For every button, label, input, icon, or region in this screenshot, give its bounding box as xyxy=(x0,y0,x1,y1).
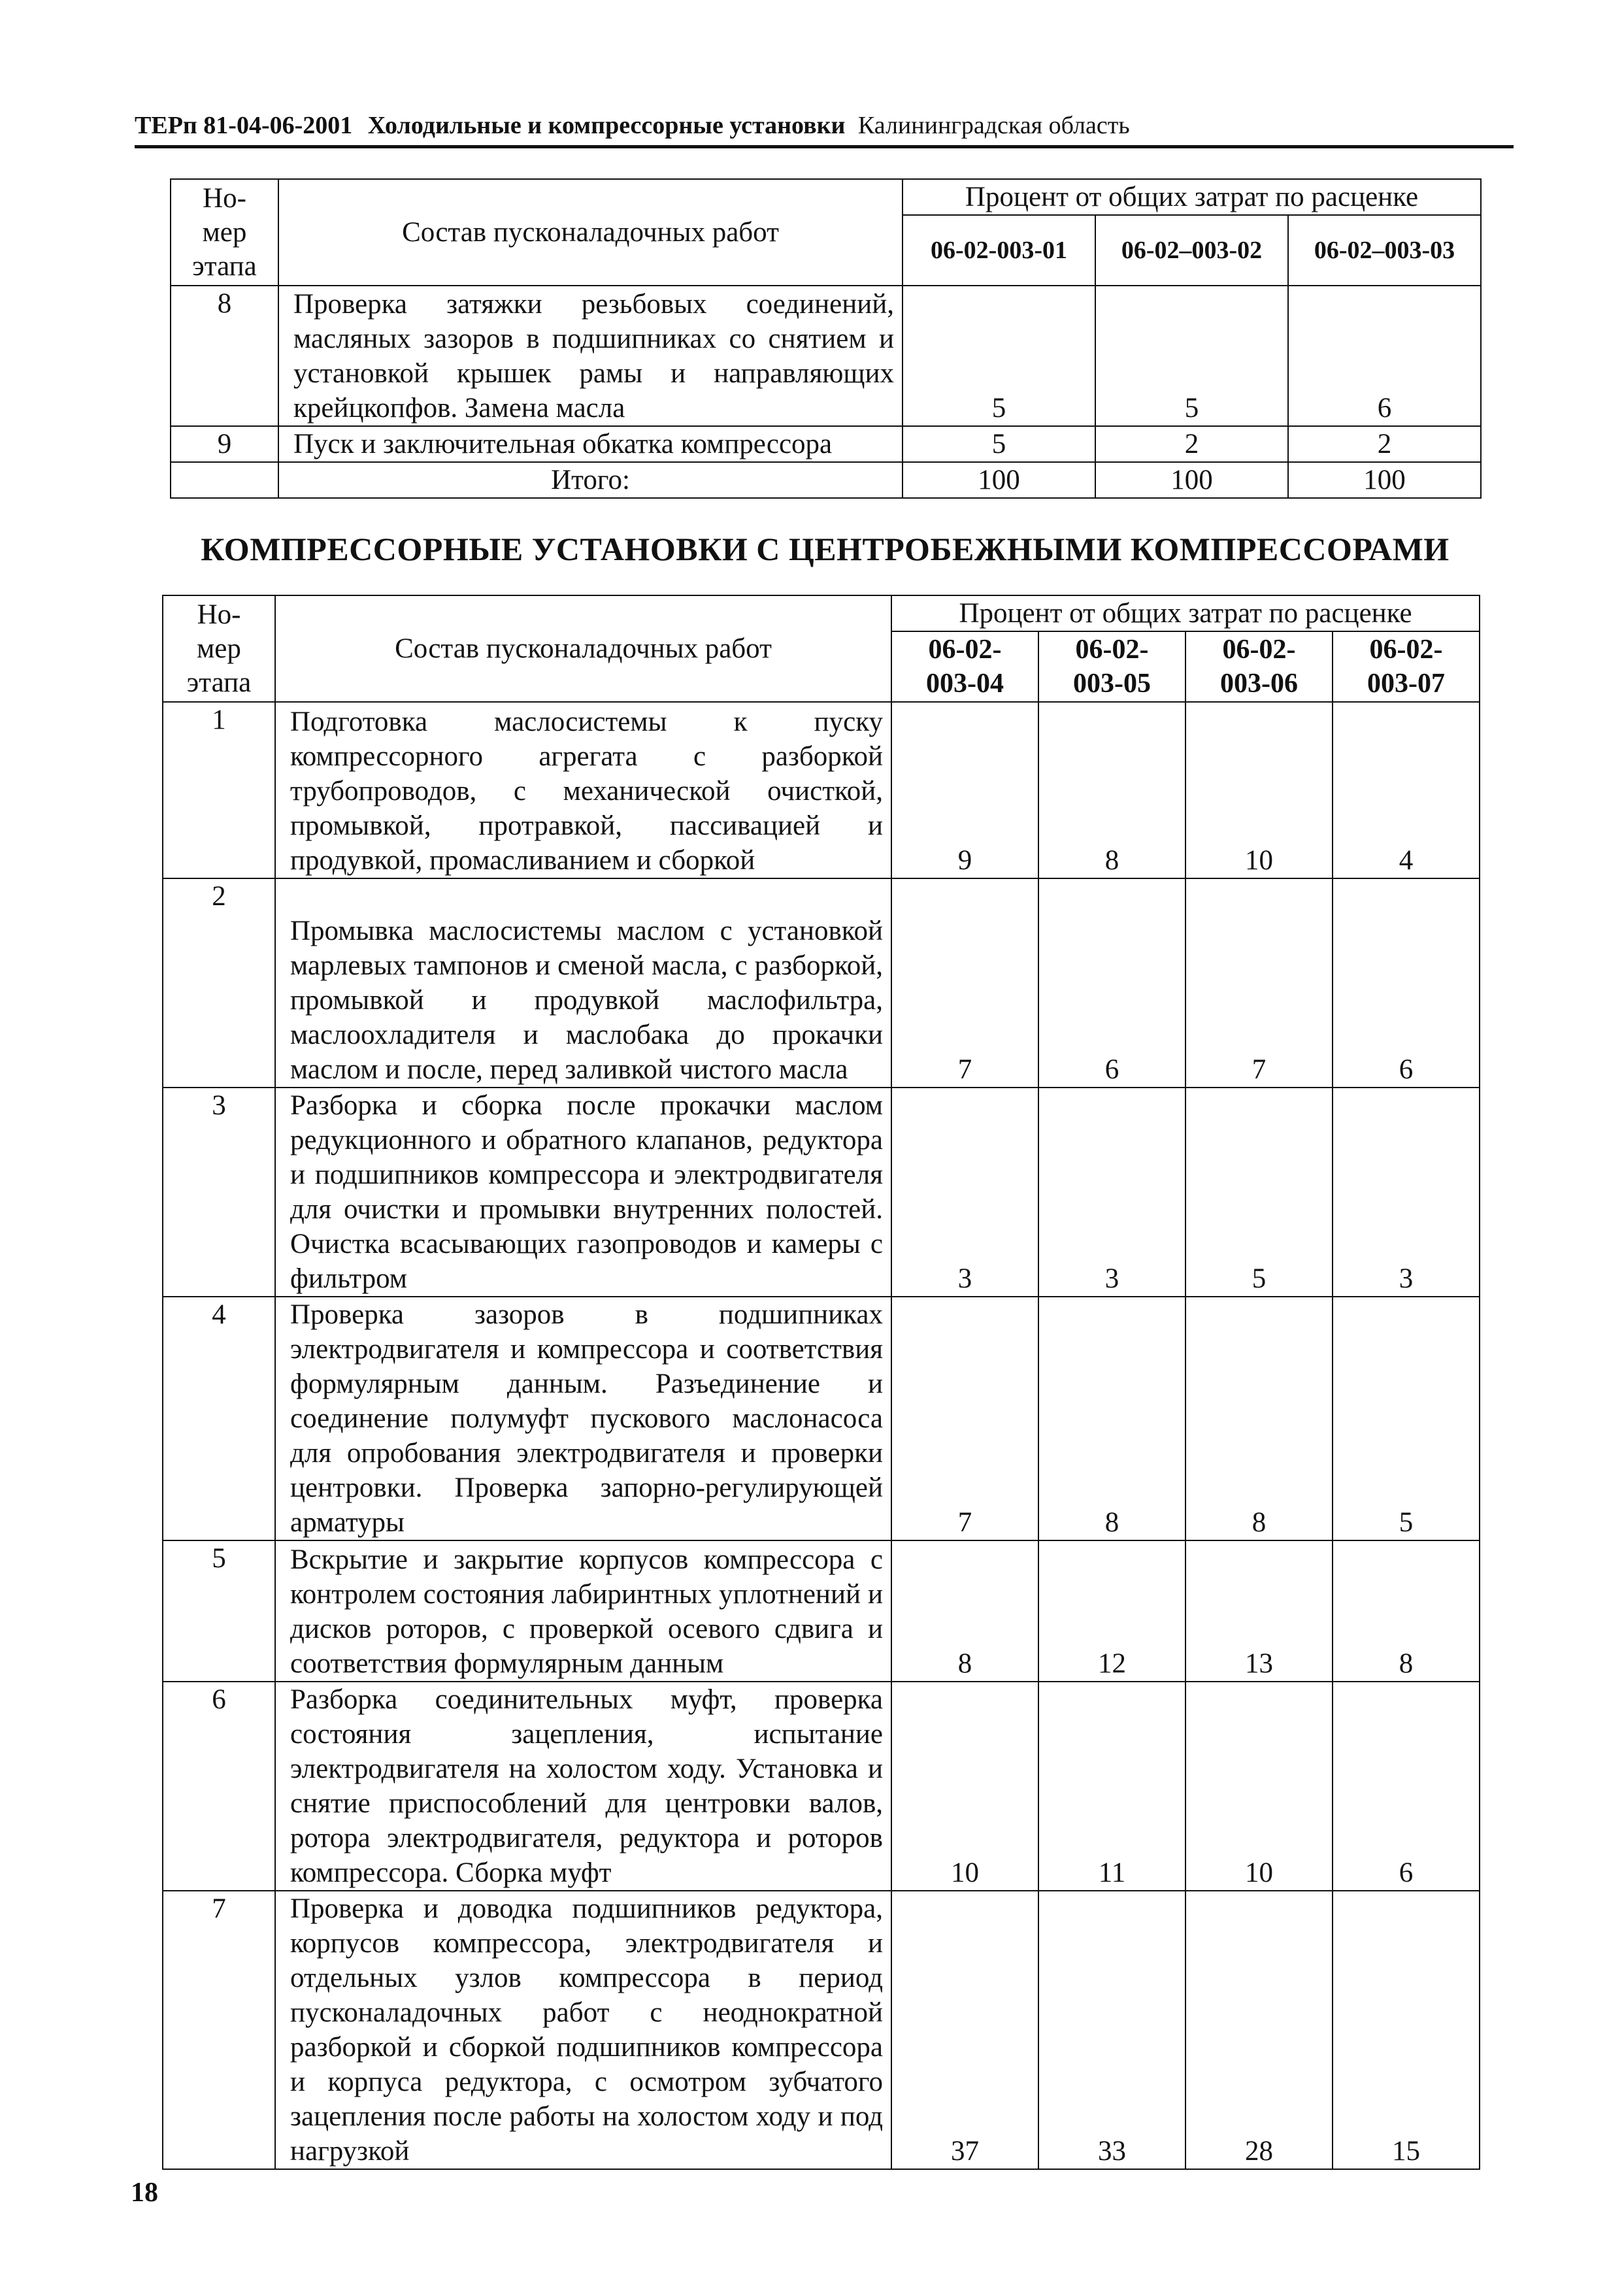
total-value: 100 xyxy=(1288,462,1481,498)
table-row xyxy=(163,1540,1480,1682)
table-row xyxy=(163,878,1480,1088)
header-title: Холодильные и компрессорные установки xyxy=(367,112,846,139)
stage-number: 4 xyxy=(163,1297,275,1540)
percent-value: 8 xyxy=(1333,1540,1480,1682)
total-value: 100 xyxy=(903,462,1095,498)
col-percent-header: Процент от общих затрат по расценке xyxy=(903,179,1481,215)
percent-value: 12 xyxy=(1038,1540,1185,1682)
work-description: Промывка маслосистемы маслом с установкой марлевых тампонов и сменой масла, с разборкой, промывкой и продувкой маслофильтра, маслоохладителя и маслобака до прокачки маслом и после, перед заливкой чистого масла xyxy=(275,878,891,1088)
table-centrifugal-compressors xyxy=(162,595,1480,2170)
code-header: 06-02- 003-07 xyxy=(1333,631,1480,702)
stage-number: 3 xyxy=(163,1088,275,1297)
col-stage-header: Но- мер этапа xyxy=(171,179,278,286)
header-rule xyxy=(135,145,1514,148)
percent-value: 8 xyxy=(1185,1297,1333,1540)
total-row xyxy=(171,462,1481,498)
header-region: Калининградская область xyxy=(857,112,1130,139)
table-row xyxy=(171,426,1481,462)
total-value: 100 xyxy=(1095,462,1288,498)
percent-value: 6 xyxy=(1038,878,1185,1088)
col-stage-header: Но- мер этапа xyxy=(163,595,275,702)
code-header: 06-02-003-01 xyxy=(903,215,1095,286)
table-row xyxy=(163,1088,1480,1297)
percent-value: 3 xyxy=(891,1088,1038,1297)
stage-number: 7 xyxy=(163,1891,275,2169)
work-description: Проверка зазоров в подшипниках электродвигателя и компрессора и соответствия формулярным данным. Разъединение и соединение полумуфт пускового маслонасоса для опробования электродвигателя и проверки центровки. Проверка запорно-регулирующей арматуры xyxy=(275,1297,891,1540)
stage-number: 8 xyxy=(171,286,278,426)
percent-value: 9 xyxy=(891,702,1038,878)
percent-value: 37 xyxy=(891,1891,1038,2169)
table-row xyxy=(163,702,1480,878)
percent-value: 15 xyxy=(1333,1891,1480,2169)
total-label: Итого: xyxy=(278,462,903,498)
stage-number: 6 xyxy=(163,1682,275,1891)
stage-number: 5 xyxy=(163,1540,275,1682)
stage-number: 9 xyxy=(171,426,278,462)
percent-value: 5 xyxy=(903,426,1095,462)
header-code: ТЕРп 81-04-06-2001 xyxy=(135,112,353,139)
work-description: Пуск и заключительная обкатка компрессора xyxy=(278,426,903,462)
work-description: Подготовка маслосистемы к пуску компрессорного агрегата с разборкой трубопроводов, с механической очисткой, промывкой, протравкой, пассивацией и продувкой, промасливанием и сборкой xyxy=(275,702,891,878)
code-header: 06-02- 003-06 xyxy=(1185,631,1333,702)
work-description: Проверка и доводка подшипников редуктора, корпусов компрессора, электродвигателя и отдельных узлов компрессора в период пусконаладочных работ с неоднократной разборкой и сборкой подшипников компрессора и корпуса редуктора, с осмотром зубчатого зацепления после работы на холостом ходу и под нагрузкой xyxy=(275,1891,891,2169)
stage-number: 1 xyxy=(163,702,275,878)
percent-value: 8 xyxy=(1038,1297,1185,1540)
percent-value: 4 xyxy=(1333,702,1480,878)
percent-value: 3 xyxy=(1333,1088,1480,1297)
percent-value: 5 xyxy=(1185,1088,1333,1297)
percent-value: 10 xyxy=(891,1682,1038,1891)
percent-value: 5 xyxy=(1333,1297,1480,1540)
work-description: Разборка соединительных муфт, проверка состояния зацепления, испытание электродвигателя на холостом ходу. Установка и снятие приспособлений для центровки валов, ротора электродвигателя, редуктора и роторов компрессора. Сборка муфт xyxy=(275,1682,891,1891)
percent-value: 6 xyxy=(1333,878,1480,1088)
percent-value: 6 xyxy=(1288,286,1481,426)
empty-cell xyxy=(171,462,278,498)
percent-value: 7 xyxy=(891,1297,1038,1540)
section-title: КОМПРЕССОРНЫЕ УСТАНОВКИ С ЦЕНТРОБЕЖНЫМИ КОМПРЕССОРАМИ xyxy=(201,531,1450,567)
percent-value: 2 xyxy=(1288,426,1481,462)
percent-value: 6 xyxy=(1333,1682,1480,1891)
percent-value: 2 xyxy=(1095,426,1288,462)
work-description: Вскрытие и закрытие корпусов компрессора с контролем состояния лабиринтных уплотнений и дисков роторов, с проверкой осевого сдвига и соответствия формулярным данным xyxy=(275,1540,891,1682)
code-header: 06-02- 003-05 xyxy=(1038,631,1185,702)
stage-number: 2 xyxy=(163,878,275,1088)
percent-value: 7 xyxy=(891,878,1038,1088)
col-percent-header: Процент от общих затрат по расценке xyxy=(891,595,1480,631)
work-description: Разборка и сборка после прокачки маслом редукционного и обратного клапанов, редуктора и подшипников компрессора и электродвигателя для очистки и промывки внутренних полостей. Очистка всасывающих газопроводов и камеры с фильтром xyxy=(275,1088,891,1297)
table-row xyxy=(163,1891,1480,2169)
running-header xyxy=(135,110,1514,141)
percent-value: 10 xyxy=(1185,1682,1333,1891)
table-row xyxy=(171,286,1481,426)
col-work-header: Состав пусконаладочных работ xyxy=(278,179,903,286)
page-number: 18 xyxy=(131,2178,158,2208)
percent-value: 3 xyxy=(1038,1088,1185,1297)
code-header: 06-02–003-03 xyxy=(1288,215,1481,286)
col-work-header: Состав пусконаладочных работ xyxy=(275,595,891,702)
percent-value: 28 xyxy=(1185,1891,1333,2169)
percent-value: 13 xyxy=(1185,1540,1333,1682)
work-description: Проверка затяжки резьбовых соединений, масляных зазоров в подшипниках со снятием и установкой крышек рамы и направляющих крейцкопфов. Замена масла xyxy=(278,286,903,426)
table-piston-compressors xyxy=(170,178,1482,499)
percent-value: 5 xyxy=(1095,286,1288,426)
table-row xyxy=(163,1297,1480,1540)
percent-value: 11 xyxy=(1038,1682,1185,1891)
code-header: 06-02–003-02 xyxy=(1095,215,1288,286)
percent-value: 10 xyxy=(1185,702,1333,878)
code-header: 06-02- 003-04 xyxy=(891,631,1038,702)
table-row xyxy=(163,1682,1480,1891)
percent-value: 7 xyxy=(1185,878,1333,1088)
percent-value: 33 xyxy=(1038,1891,1185,2169)
percent-value: 5 xyxy=(903,286,1095,426)
percent-value: 8 xyxy=(1038,702,1185,878)
percent-value: 8 xyxy=(891,1540,1038,1682)
